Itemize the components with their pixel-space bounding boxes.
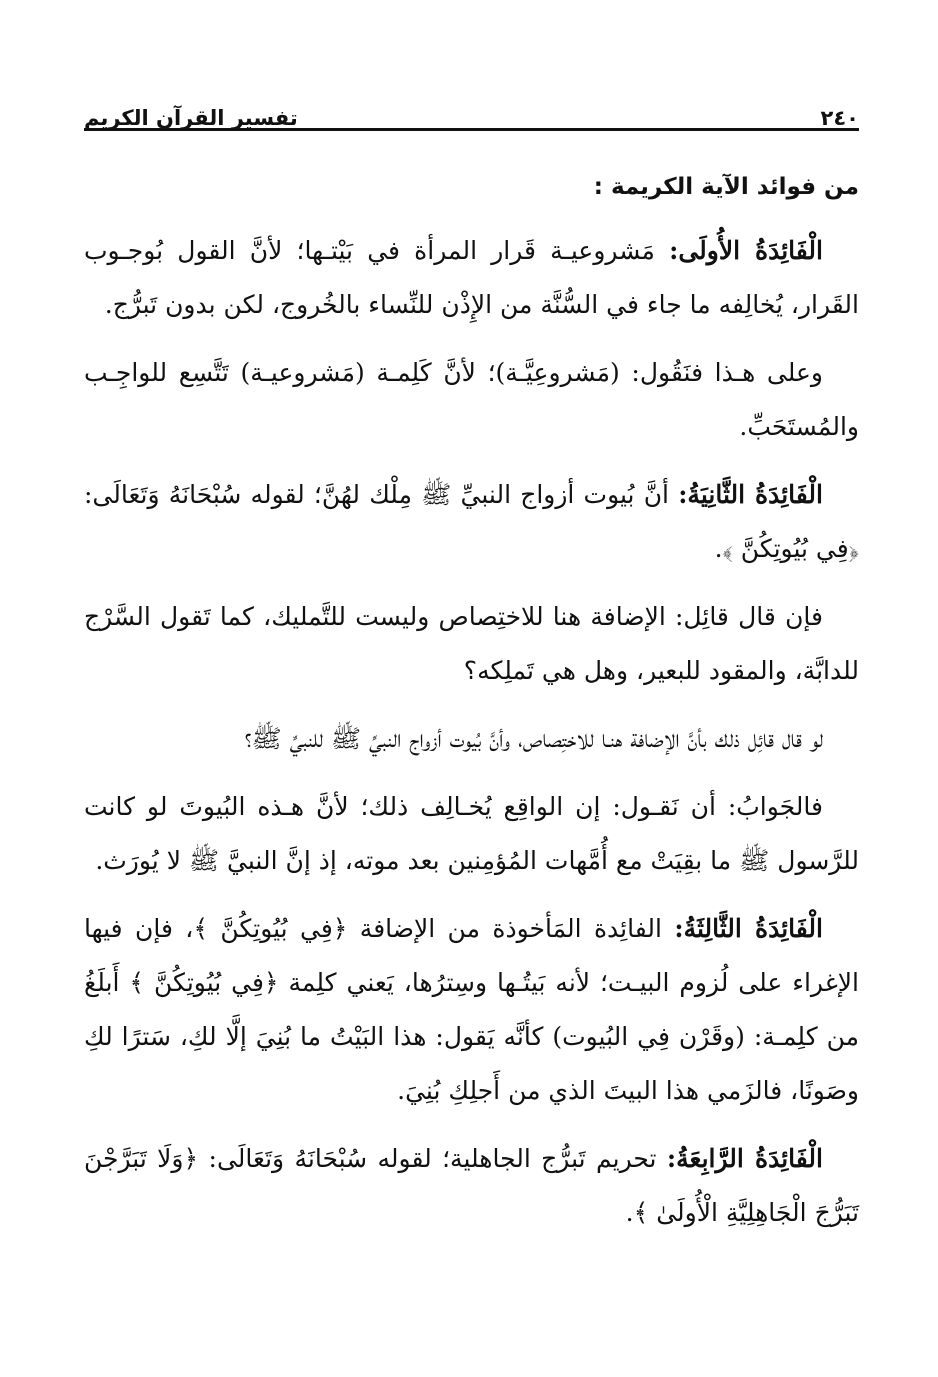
paragraph xyxy=(84,224,859,332)
paragraph-text: لو قال قائِل ذلك بأنَّ الإضافة هنـا للاختِصاص، وأنَّ بُيوت أزواج النبيِّ ﷺ للنبيِّ ﷺ؟ xyxy=(244,724,823,753)
benefit-label: الْفَائِدَةُ الرَّابِعَةُ: xyxy=(666,1144,823,1173)
benefit-label: الْفَائِدَةُ الأُولَى: xyxy=(669,236,823,265)
page-number: ٢٤٠ xyxy=(820,106,859,130)
paragraph-text: الفائِدة المَأخوذة من الإضافة ﴿فِي بُيُوتِكُنَّ ﴾، فإن فيها الإغراء على لُزوم البيـت؛ لأنه بَيتُـها وسِترُها، يَعني كلِمة ﴿فِي بُيُوتِكُنَّ ﴾ أَبلَغُ من كلِمـة: (وقَرْن فِي البُيوت) كأنَّه يَقول: هذا البَيْتُ ما بُنِيَ إلَّا لكِ، سَترًا لكِ وصَونًا، فالزَمي هذا البيتَ الذي من أَجلِكِ بُنِيَ. xyxy=(84,914,859,1105)
book-title: تفسير القرآن الكريم xyxy=(84,106,298,130)
paragraph xyxy=(84,780,859,888)
benefit-label: الْفَائِدَةُ الثَّانِيَةُ: xyxy=(678,480,823,509)
paragraph xyxy=(84,590,859,698)
section-title: من فوائد الآية الكريمة : xyxy=(593,174,859,200)
paragraph-text: مَشروعيـة قَرار المرأة في بَيْتـها؛ لأنَّ القول بُوجـوب القَرار، يُخالِفه ما جاء في السُّنَّة من الإِذْن للنِّساء بالخُروج، لكن بدون تَبرُّج. xyxy=(84,236,859,319)
paragraph-text: فإن قال قائِل: الإضافة هنا للاختِصاص وليست للتَّمليك، كما تَقول السَّرْج للدابَّة، والمقود للبعير، وهل هي تَملِكه؟ xyxy=(84,602,859,685)
page-body xyxy=(84,160,859,1254)
paragraph xyxy=(84,712,859,766)
paragraph xyxy=(84,346,859,454)
paragraph-text: أنَّ بُيوت أزواج النبيِّ ﷺ مِلْك لهُنَّ؛ لقوله سُبْحَانَهُ وَتَعَالَى: ﴿فِي بُيُوتِكُنَّ ﴾. xyxy=(84,480,859,563)
paragraph xyxy=(84,468,859,576)
paragraph-text: وعلى هـذا فنَقُول: (مَشروعِيَّـة)؛ لأنَّ كَلِمـة (مَشروعيـة) تَتَّسِع للواجِـب والمُستَحَبِّ. xyxy=(84,358,859,441)
paragraph-text: فالجَوابُ: أن نَقـول: إن الواقِع يُخـالِف ذلك؛ لأنَّ هـذه البُيوتَ لو كانت للرَّسول ﷺ ما بقِيَتْ مع أُمَّهات المُؤمِنين بعد موته، إذ إنَّ النبيَّ ﷺ لا يُورَث. xyxy=(84,792,859,875)
paragraph xyxy=(84,902,859,1118)
benefit-label: الْفَائِدَةُ الثَّالِثَةُ: xyxy=(674,914,823,943)
page-header xyxy=(84,86,859,130)
header-divider xyxy=(84,128,859,131)
paragraph-text: تحريم تَبرُّج الجاهلية؛ لقوله سُبْحَانَهُ وَتَعَالَى: ﴿وَلَا تَبَرَّجْنَ تَبَرُّجَ الْجَاهِلِيَّةِ الْأُولَىٰ ﴾. xyxy=(84,1144,859,1227)
paragraph xyxy=(84,1132,859,1240)
